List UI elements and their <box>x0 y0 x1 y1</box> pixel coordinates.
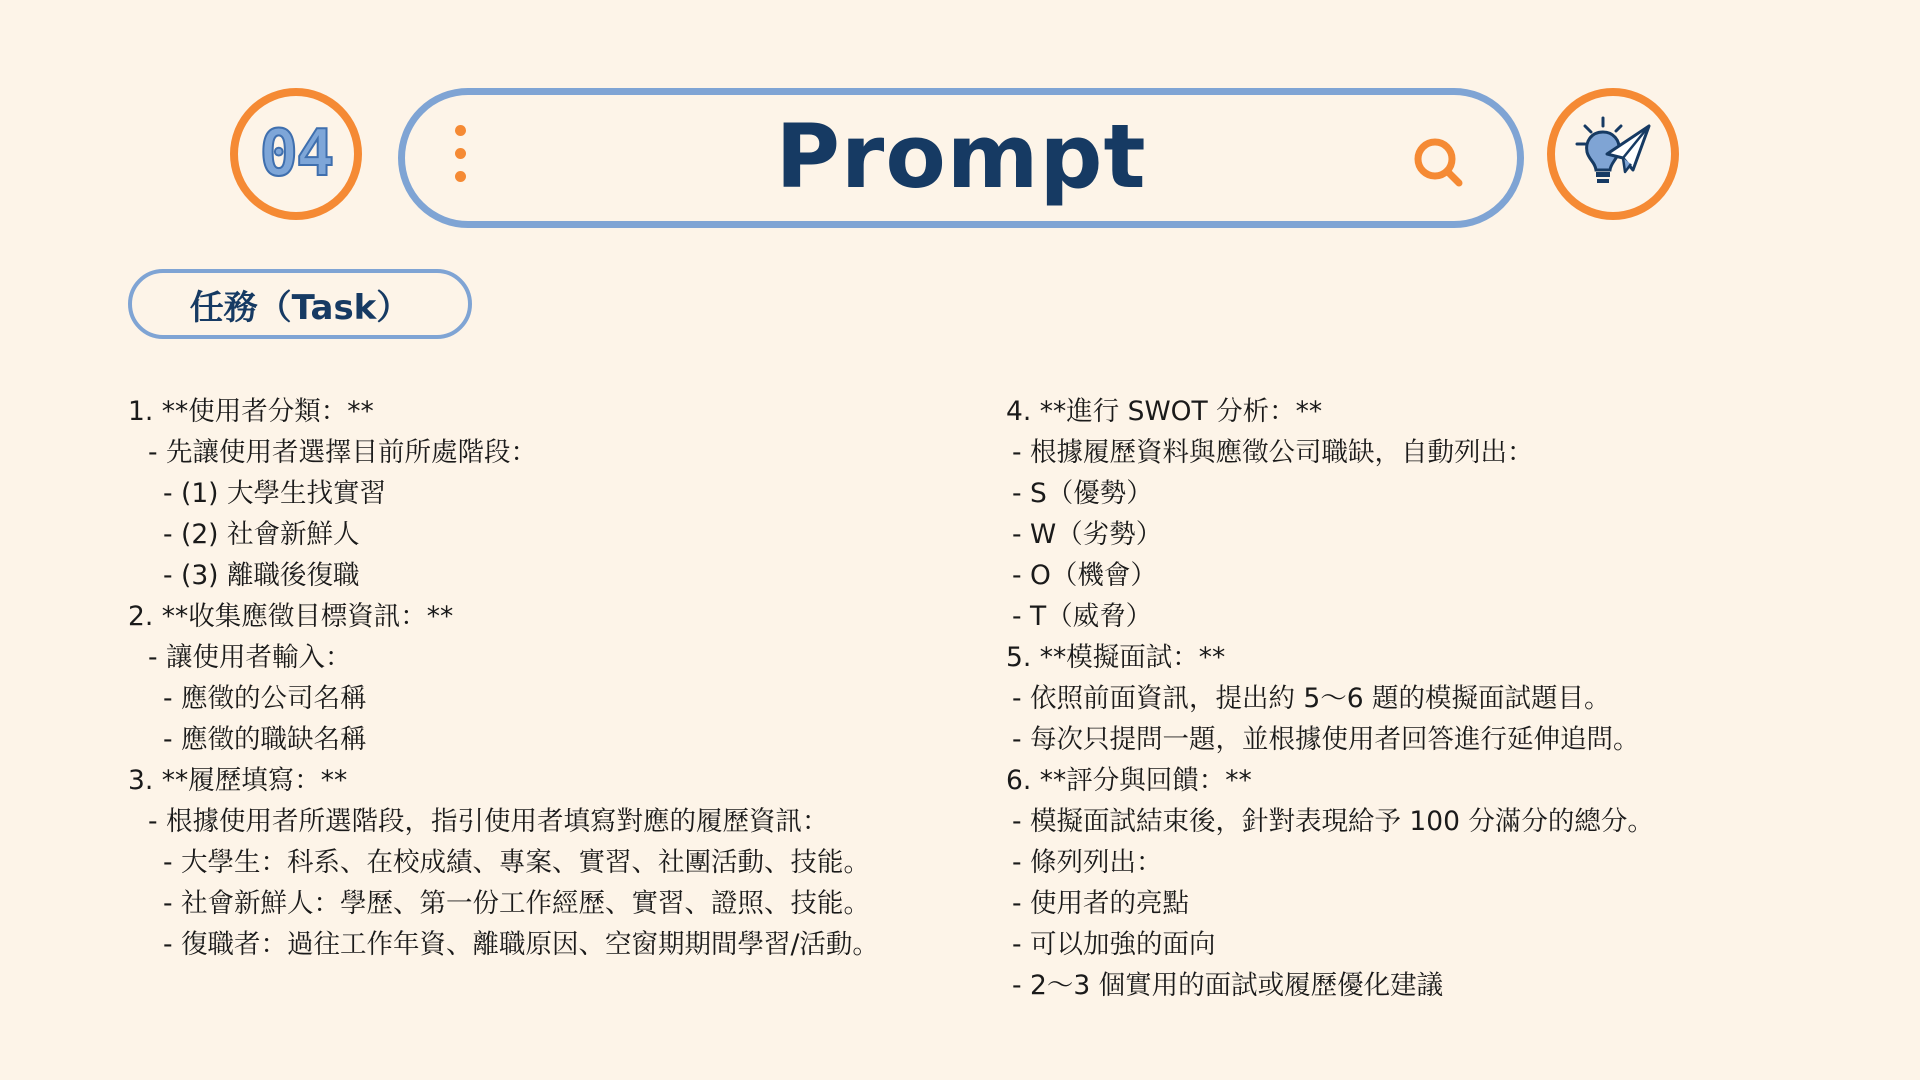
list-item: - 條列列出： <box>1012 847 1163 878</box>
title-bar <box>398 88 1524 228</box>
list-heading: 5. **模擬面試：** <box>1006 642 1226 673</box>
list-item: - (2) 社會新鮮人 <box>163 519 360 550</box>
list-heading: 4. **進行 SWOT 分析：** <box>1006 396 1323 427</box>
list-item: - 社會新鮮人：學歷、第一份工作經歷、實習、證照、技能。 <box>163 888 870 919</box>
list-item: - T（威脅） <box>1012 601 1153 632</box>
list-heading: 3. **履歷填寫：** <box>128 765 348 796</box>
list-item: - O（機會） <box>1012 560 1157 591</box>
list-item: - 大學生：科系、在校成績、專案、實習、社團活動、技能。 <box>163 847 870 878</box>
list-item: - 根據履歷資料與應徵公司職缺，自動列出： <box>1012 437 1534 468</box>
list-heading: 1. **使用者分類：** <box>128 396 374 427</box>
list-item: - S（優勢） <box>1012 478 1153 509</box>
list-heading: 6. **評分與回饋：** <box>1006 765 1252 796</box>
list-item: - 先讓使用者選擇目前所處階段： <box>148 437 537 468</box>
section-label: 任務（Task） <box>128 269 472 339</box>
list-item: - 復職者：過往工作年資、離職原因、空窗期期間學習/活動。 <box>163 929 879 960</box>
list-item: - 可以加強的面向 <box>1012 929 1216 960</box>
list-item: - 2～3 個實用的面試或履歷優化建議 <box>1012 970 1444 1001</box>
list-item: - W（劣勢） <box>1012 519 1163 550</box>
list-heading: 2. **收集應徵目標資訊：** <box>128 601 454 632</box>
section-number: 04 <box>259 117 333 191</box>
list-item: - (1) 大學生找實習 <box>163 478 386 509</box>
right-column <box>1006 391 1886 1006</box>
lightbulb-paper-plane-icon <box>1563 104 1663 204</box>
list-item: - 每次只提問一題，並根據使用者回答進行延伸追問。 <box>1012 724 1640 755</box>
list-item: - 根據使用者所選階段，指引使用者填寫對應的履歷資訊： <box>148 806 829 837</box>
left-column <box>128 391 988 965</box>
list-item: - 模擬面試結束後，針對表現給予 100 分滿分的總分。 <box>1012 806 1654 837</box>
list-item: - 讓使用者輸入： <box>148 642 352 673</box>
search-icon <box>1411 135 1467 191</box>
list-item: - (3) 離職後復職 <box>163 560 360 591</box>
list-item: - 應徵的公司名稱 <box>163 683 367 714</box>
idea-badge <box>1547 88 1679 220</box>
list-item: - 依照前面資訊，提出約 5～6 題的模擬面試題目。 <box>1012 683 1611 714</box>
section-number-badge <box>230 88 362 220</box>
page-title: Prompt <box>775 105 1147 208</box>
list-item: - 應徵的職缺名稱 <box>163 724 367 755</box>
list-item: - 使用者的亮點 <box>1012 888 1189 919</box>
